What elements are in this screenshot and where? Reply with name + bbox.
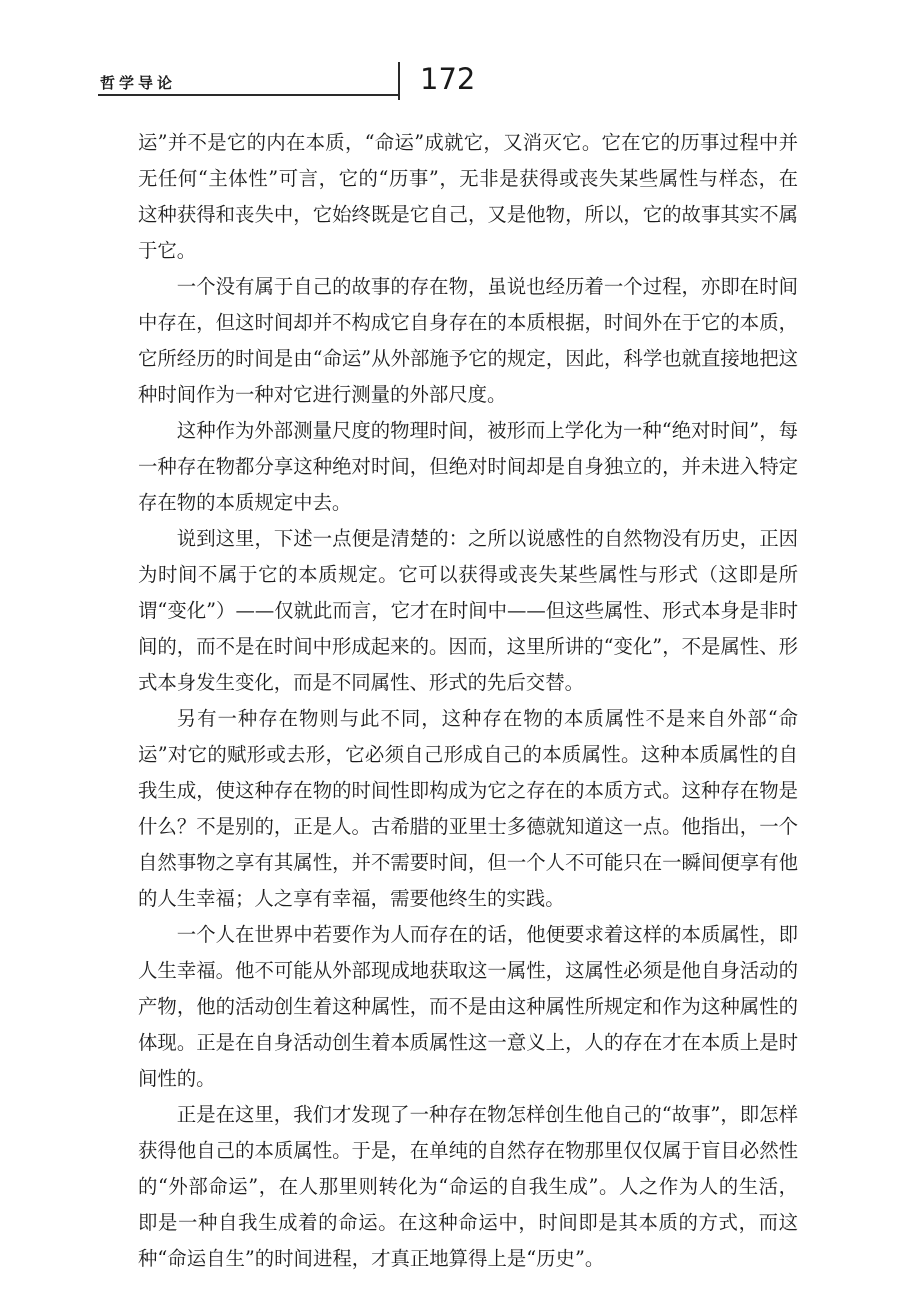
paragraph: 一个人在世界中若要作为人而存在的话，他便要求着这样的本质属性，即人生幸福。他不可能从外部现成地获取这一属性，这属性必须是他自身活动的产物，他的活动创生着这种属性，而不是由这种属性所规定和作为这种属性的体现。正是在自身活动创生着本质属性这一意义上，人的存在才在本质上是时间性的。 [138, 923, 798, 1090]
page-header [98, 60, 818, 110]
paragraph: 正是在这里，我们才发现了一种存在物怎样创生他自己的“故事”，即怎样获得他自己的本质属性。于是，在单纯的自然存在物那里仅仅属于盲目必然性的“外部命运”，在人那里则转化为“命运的自我生成”。人之作为人的生活，即是一种自我生成着的命运。在这种命运中，时间即是其本质的方式，而这种“命运自生”的时间进程，才真正地算得上是“历史”。 [138, 1103, 798, 1270]
paragraph: 一个没有属于自己的故事的存在物，虽说也经历着一个过程，亦即在时间中存在，但这时间却并不构成它自身存在的本质根据，时间外在于它的本质，它所经历的时间是由“命运”从外部施予它的规定，因此，科学也就直接地把这种时间作为一种对它进行测量的外部尺度。 [138, 275, 798, 406]
paragraph: 另有一种存在物则与此不同，这种存在物的本质属性不是来自外部“命运”对它的赋形或去形，它必须自己形成自己的本质属性。这种本质属性的自我生成，使这种存在物的时间性即构成为它之存在的本质方式。这种存在物是什么？不是别的，正是人。古希腊的亚里士多德就知道这一点。他指出，一个自然事物之享有其属性，并不需要时间，但一个人不可能只在一瞬间便享有他的人生幸福；人之享有幸福，需要他终生的实践。 [138, 707, 798, 910]
header-rule [98, 94, 398, 96]
paragraph: 说到这里，下述一点便是清楚的：之所以说感性的自然物没有历史，正因为时间不属于它的本质规定。它可以获得或丧失某些属性与形式（这即是所谓“变化”）——仅就此而言，它才在时间中——但这些属性、形式本身是非时间的，而不是在时间中形成起来的。因而，这里所讲的“变化”，不是属性、形式本身发生变化，而是不同属性、形式的先后交替。 [138, 527, 798, 694]
paragraph: 这种作为外部测量尺度的物理时间，被形而上学化为一种“绝对时间”，每一种存在物都分享这种绝对时间，但绝对时间却是自身独立的，并未进入特定存在物的本质规定中去。 [138, 419, 798, 514]
paragraph: 运”并不是它的内在本质，“命运”成就它，又消灭它。它在它的历事过程中并无任何“主体性”可言，它的“历事”，无非是获得或丧失某些属性与样态，在这种获得和丧失中，它始终既是它自己，又是他物，所以，它的故事其实不属于它。 [138, 131, 798, 262]
page-number: 172 [420, 62, 476, 96]
body-text [138, 125, 798, 1277]
header-divider [398, 62, 400, 100]
running-title: 哲学导论 [100, 74, 177, 92]
